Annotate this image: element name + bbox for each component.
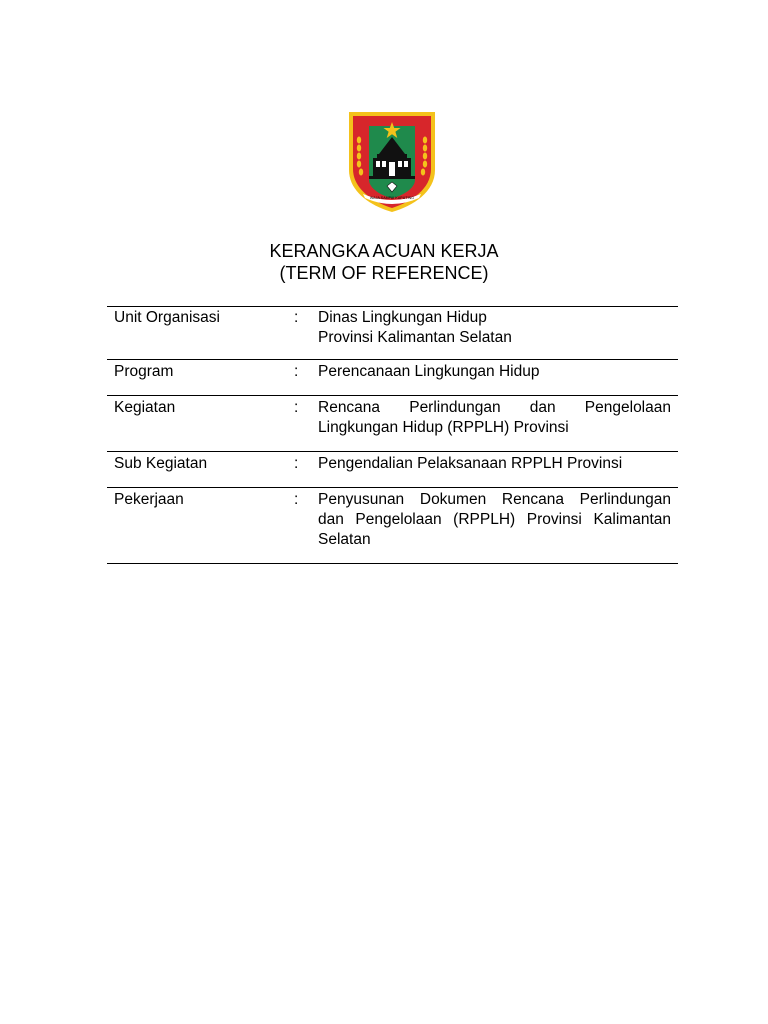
table-row	[107, 396, 678, 452]
row-value	[318, 488, 678, 564]
row-value-line: Perencanaan Lingkungan Hidup	[318, 363, 540, 380]
row-value-line: Provinsi Kalimantan Selatan	[318, 329, 512, 346]
row-separator: :	[294, 309, 299, 326]
table-row	[107, 488, 678, 564]
row-label: Kegiatan	[114, 399, 176, 416]
row-value-line: Dinas Lingkungan Hidup	[318, 309, 487, 326]
row-separator: :	[294, 399, 299, 416]
table-row	[107, 307, 678, 360]
row-value-line: Penyusunan Dokumen Rencana Perlindungan	[318, 491, 671, 508]
table-row	[107, 452, 678, 488]
row-label: Sub Kegiatan	[114, 455, 208, 472]
row-separator: :	[294, 455, 299, 472]
row-separator: :	[294, 491, 299, 508]
document-subtitle: (TERM OF REFERENCE)	[279, 263, 489, 283]
term-of-reference-table	[107, 306, 678, 564]
row-value-line: Rencana Perlindungan dan Pengelolaan	[318, 399, 671, 416]
row-value-line: Selatan	[318, 531, 371, 548]
table-row	[107, 360, 678, 396]
row-value	[318, 452, 678, 488]
emblem-motto: WAJA SAMPAI KAPUTING	[369, 196, 415, 200]
row-value	[318, 360, 678, 396]
row-label: Program	[114, 363, 174, 380]
row-label: Pekerjaan	[114, 491, 184, 508]
row-separator: :	[294, 363, 299, 380]
document-title: KERANGKA ACUAN KERJA	[269, 241, 499, 261]
row-value-line: Lingkungan Hidup (RPPLH) Provinsi	[318, 419, 569, 436]
row-value	[318, 307, 678, 360]
row-label: Unit Organisasi	[114, 309, 220, 326]
row-value	[318, 396, 678, 452]
row-value-line: Pengendalian Pelaksanaan RPPLH Provinsi	[318, 455, 623, 472]
row-value-line: dan Pengelolaan (RPPLH) Provinsi Kalimantan	[318, 511, 671, 528]
